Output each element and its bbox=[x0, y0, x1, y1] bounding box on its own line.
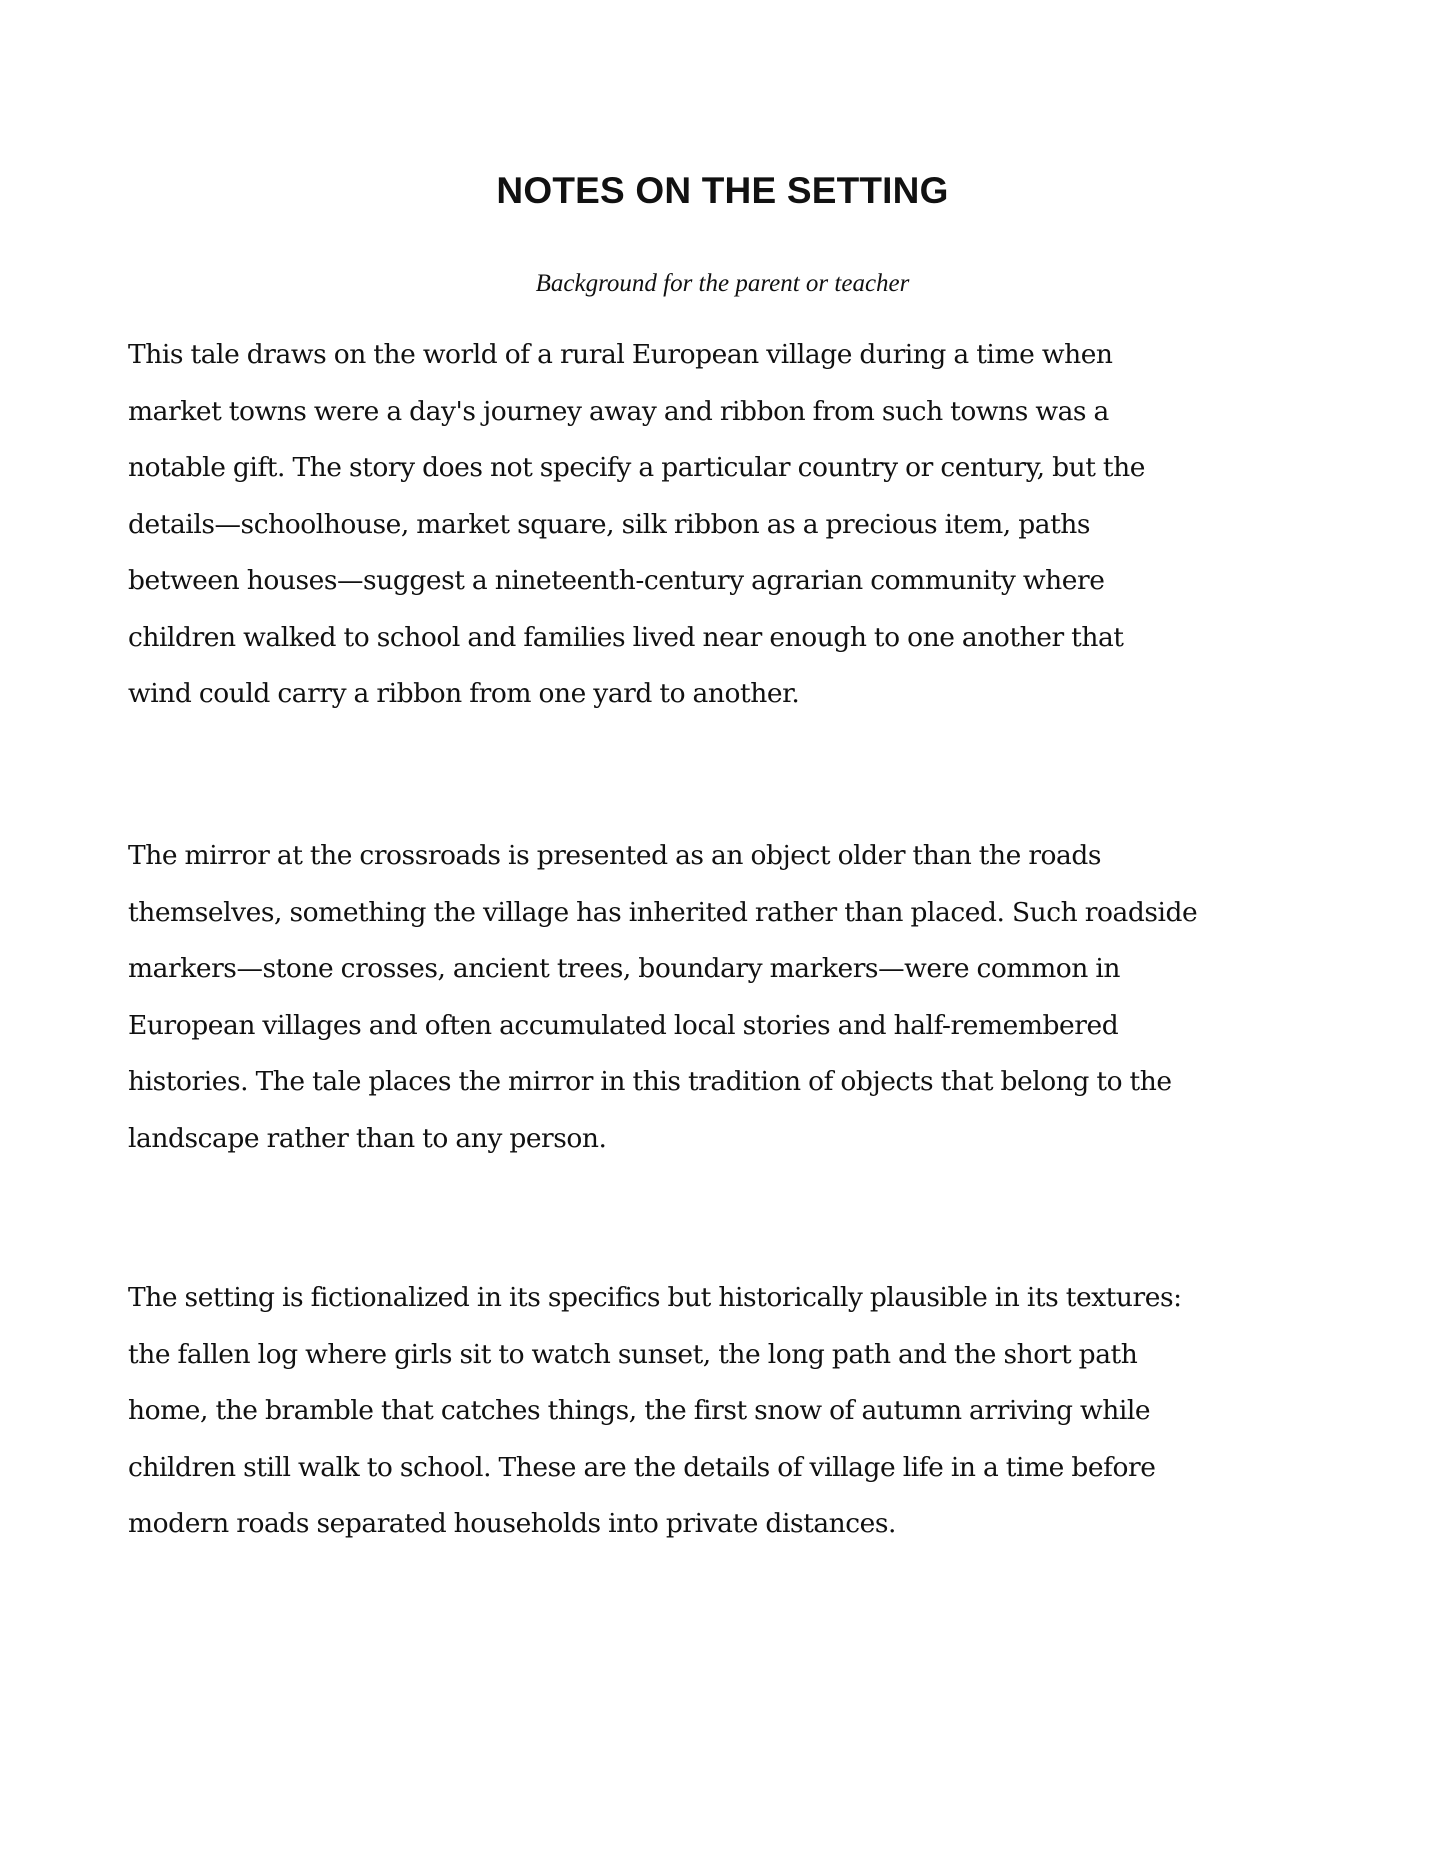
paragraph-line: The mirror at the crossroads is presented as an object older than the roads bbox=[128, 840, 1102, 871]
paragraph-line: markers—stone crosses, ancient trees, boundary markers—were common in bbox=[128, 953, 1121, 984]
paragraph-mirror-crossroads bbox=[128, 828, 1333, 1167]
paragraph-line: themselves, something the village has inherited rather than placed. Such roadside bbox=[128, 896, 1198, 928]
paragraph-setting-textures bbox=[128, 1270, 1333, 1553]
paragraph-line: histories. The tale places the mirror in this tradition of objects that belong to the bbox=[128, 1066, 1172, 1097]
paragraph-line: the fallen log where girls sit to watch sunset, the long path and the short path bbox=[128, 1338, 1138, 1370]
paragraph-line: market towns were a day's journey away and ribbon from such towns was a bbox=[128, 395, 1109, 427]
paragraph-line: modern roads separated households into private distances. bbox=[128, 1508, 897, 1539]
paragraph-line: The setting is fictionalized in its specifics but historically plausible in its textures: bbox=[128, 1282, 1182, 1313]
paragraph-line: home, the bramble that catches things, the first snow of autumn arriving while bbox=[128, 1395, 1151, 1426]
paragraph-line: children still walk to school. These are the details of village life in a time before bbox=[128, 1451, 1156, 1483]
paragraph-line: landscape rather than to any person. bbox=[128, 1122, 607, 1154]
paragraph-line: children walked to school and families lived near enough to one another that bbox=[128, 621, 1124, 653]
paragraph-line: notable gift. The story does not specify a particular country or century, but the bbox=[128, 452, 1145, 483]
paragraph-line: wind could carry a ribbon from one yard to another. bbox=[128, 678, 800, 709]
page-title: NOTES ON THE SETTING bbox=[496, 170, 949, 211]
paragraph-village-world bbox=[128, 327, 1333, 723]
page-subtitle: Background for the parent or teacher bbox=[535, 270, 910, 297]
paragraph-line: between houses—suggest a nineteenth-century agrarian community where bbox=[128, 565, 1105, 596]
paragraph-line: details—schoolhouse, market square, silk ribbon as a precious item, paths bbox=[128, 508, 1091, 540]
paragraph-line: This tale draws on the world of a rural European village during a time when bbox=[128, 339, 1113, 370]
paragraph-line: European villages and often accumulated local stories and half-remembered bbox=[128, 1009, 1119, 1041]
